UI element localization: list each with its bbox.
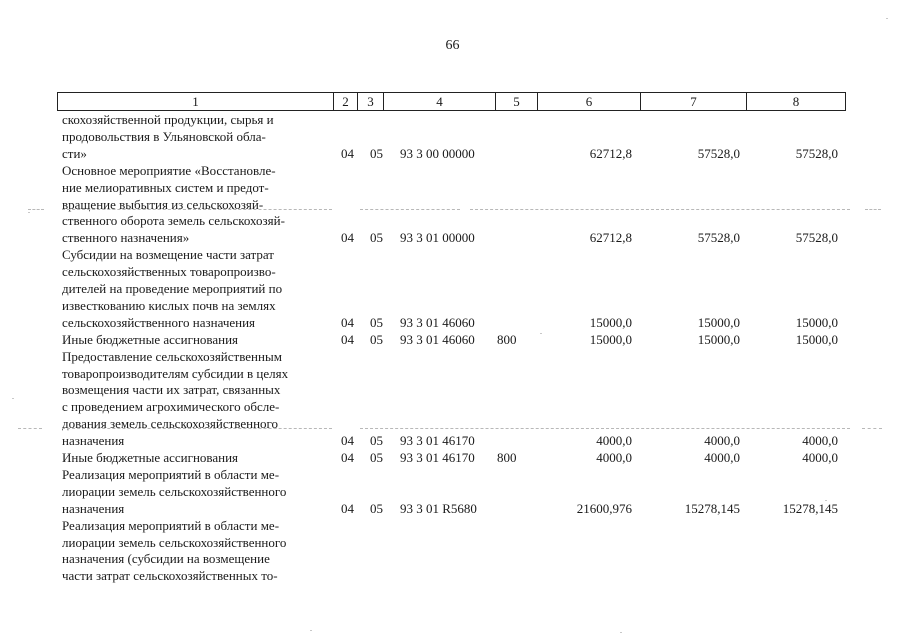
cell-col-2: 04	[341, 145, 354, 161]
scan-speck	[886, 18, 888, 19]
scan-mark	[470, 209, 850, 210]
header-col-4: 4	[383, 92, 495, 111]
description-line: Субсидии на возмещение части затрат	[62, 247, 274, 263]
cell-col-7: 57528,0	[697, 230, 740, 246]
description-line: известкованию кислых почв на землях	[62, 297, 276, 313]
cell-col-7: 15000,0	[697, 314, 740, 330]
cell-col-6: 62712,8	[589, 145, 632, 161]
row-description	[62, 163, 330, 248]
description-line: Иные бюджетные ассигнования	[62, 450, 239, 465]
cell-col-5: 800	[497, 331, 517, 347]
description-line: части затрат сельскохозяйственных то-	[62, 568, 278, 584]
row-description	[62, 349, 330, 450]
scan-mark	[862, 428, 882, 429]
cell-col-2: 04	[341, 314, 354, 330]
scan-mark	[62, 428, 332, 429]
scan-speck	[310, 630, 312, 631]
scan-mark	[865, 209, 881, 210]
cell-col-6: 15000,0	[589, 331, 632, 347]
scan-mark	[62, 209, 332, 210]
cell-col-8: 57528,0	[795, 230, 838, 246]
description-line: назначения	[62, 500, 125, 516]
description-line: лиорации земель сельскохозяйственного	[62, 534, 287, 550]
cell-col-6: 21600,976	[576, 500, 632, 516]
cell-col-7: 15278,145	[684, 500, 740, 516]
description-line: скохозяйственной продукции, сырья и	[62, 112, 274, 127]
description-line: сти»	[62, 145, 87, 161]
cell-col-4: 93 3 01 46060	[400, 331, 475, 347]
page-number: 66	[445, 38, 460, 53]
cell-col-8: 4000,0	[802, 450, 838, 465]
description-line: Реализация мероприятий в области ме-	[62, 466, 280, 482]
cell-col-4: 93 3 01 46170	[400, 450, 475, 465]
cell-col-2: 04	[341, 500, 354, 516]
cell-col-6: 4000,0	[596, 433, 632, 449]
description-line: ственного оборота земель сельскохозяй-	[62, 213, 285, 229]
header-col-7: 7	[640, 92, 746, 111]
description-line: вращение выбытия из сельскохозяй-	[62, 196, 264, 212]
row-description	[62, 467, 330, 518]
cell-col-3: 05	[370, 450, 383, 465]
description-line: Иные бюджетные ассигнования	[62, 331, 239, 347]
cell-col-3: 05	[370, 500, 383, 516]
cell-col-7: 4000,0	[704, 450, 740, 465]
header-col-5: 5	[495, 92, 537, 111]
description-line: товаропроизводителям субсидии в целях	[62, 365, 289, 381]
cell-col-4: 93 3 00 00000	[400, 145, 475, 161]
description-line: дителей на проведение мероприятий по	[62, 281, 283, 296]
row-description	[62, 247, 330, 332]
scan-speck	[12, 398, 14, 399]
description-line: сельскохозяйственных товаропроизво-	[62, 264, 276, 280]
header-col-1: 1	[57, 92, 333, 111]
description-line: ственного назначения»	[62, 230, 190, 246]
cell-col-6: 62712,8	[589, 230, 632, 246]
cell-col-5: 800	[497, 450, 517, 465]
scan-mark	[360, 209, 460, 210]
description-line: ние мелиоративных систем и предот-	[62, 179, 269, 195]
cell-col-3: 05	[370, 314, 383, 330]
description-line: с проведением агрохимического обсле-	[62, 399, 280, 415]
cell-col-8: 15000,0	[795, 314, 838, 330]
cell-col-2: 04	[341, 433, 354, 449]
row-description	[62, 112, 330, 163]
row-description	[62, 518, 330, 586]
table-header	[57, 92, 846, 110]
scan-speck	[620, 632, 622, 633]
cell-col-3: 05	[370, 230, 383, 246]
header-col-6: 6	[537, 92, 640, 111]
description-line: Реализация мероприятий в области ме-	[62, 517, 280, 533]
cell-col-4: 93 3 01 00000	[400, 230, 475, 246]
scan-speck	[28, 212, 30, 213]
cell-col-7: 4000,0	[704, 433, 740, 449]
header-col-3: 3	[357, 92, 383, 111]
scan-mark	[360, 428, 850, 429]
cell-col-3: 05	[370, 433, 383, 449]
scan-mark	[18, 428, 42, 429]
description-line: возмещения части их затрат, связанных	[62, 382, 281, 398]
description-line: назначения	[62, 433, 125, 449]
cell-col-7: 15000,0	[697, 331, 740, 347]
cell-col-7: 57528,0	[697, 145, 740, 161]
cell-col-8: 15278,145	[782, 500, 838, 516]
cell-col-6: 4000,0	[596, 450, 632, 465]
row-description	[62, 332, 330, 349]
cell-col-2: 04	[341, 230, 354, 246]
description-line: продовольствия в Ульяновской обла-	[62, 128, 266, 144]
cell-col-8: 4000,0	[802, 433, 838, 449]
scan-speck	[825, 500, 827, 501]
cell-col-2: 04	[341, 331, 354, 347]
description-line: дования земель сельскохозяйственного	[62, 416, 279, 432]
cell-col-2: 04	[341, 450, 354, 465]
row-description	[62, 450, 330, 467]
description-line: сельскохозяйственного назначения	[62, 314, 256, 330]
cell-col-8: 15000,0	[795, 331, 838, 347]
description-line: назначения (субсидии на возмещение	[62, 551, 270, 567]
cell-col-4: 93 3 01 R5680	[400, 500, 477, 516]
cell-col-4: 93 3 01 46170	[400, 433, 475, 449]
cell-col-4: 93 3 01 46060	[400, 314, 475, 330]
description-line: Основное мероприятие «Восстановле-	[62, 162, 276, 178]
scan-mark	[28, 209, 44, 210]
cell-col-6: 15000,0	[589, 314, 632, 330]
scan-speck	[540, 333, 542, 334]
cell-col-3: 05	[370, 331, 383, 347]
cell-col-8: 57528,0	[795, 145, 838, 161]
description-line: лиорации земель сельскохозяйственного	[62, 483, 287, 499]
header-col-2: 2	[333, 92, 357, 111]
cell-col-3: 05	[370, 145, 383, 161]
header-col-8: 8	[746, 92, 846, 111]
description-line: Предоставление сельскохозяйственным	[62, 348, 282, 364]
